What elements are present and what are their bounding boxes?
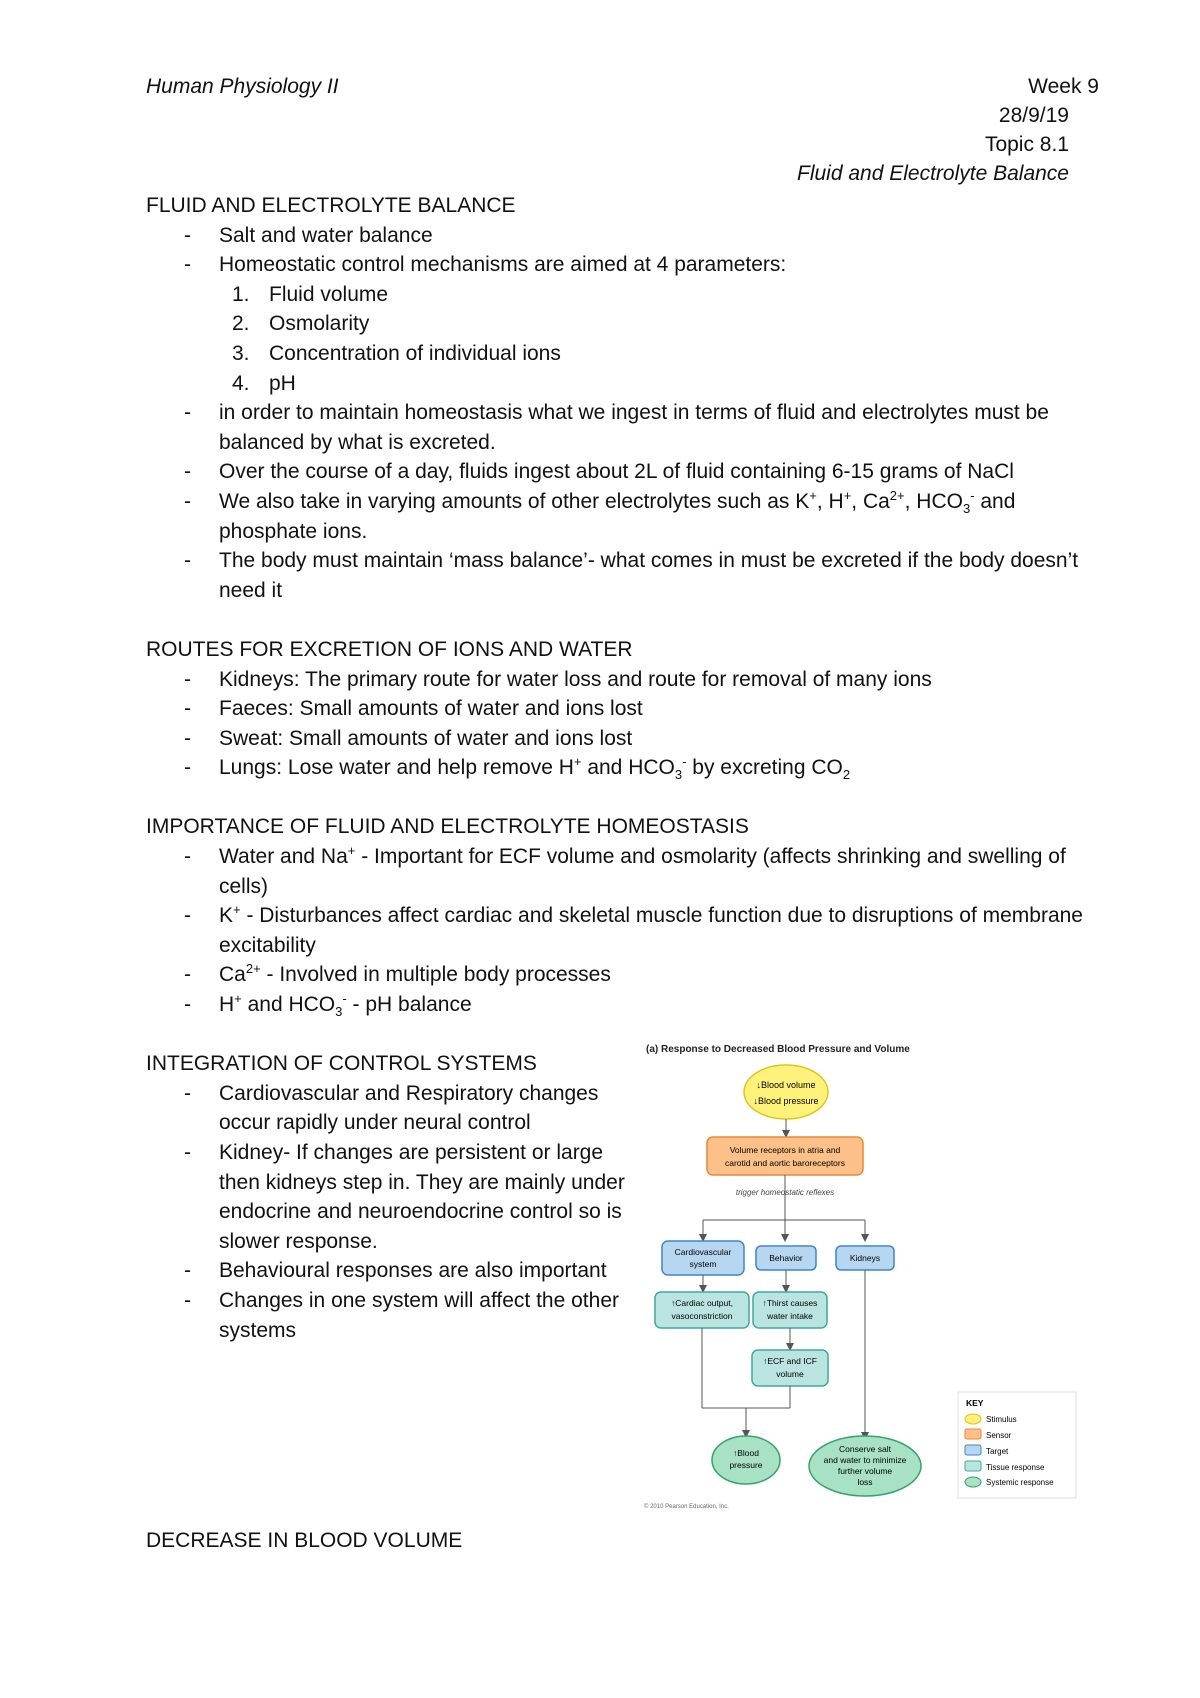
tissue3-text-1: ↑ECF and ICF xyxy=(763,1356,817,1366)
key-swatch-target xyxy=(965,1445,981,1455)
figure-title: (a) Response to Decreased Blood Pressure and Volume xyxy=(646,1044,910,1055)
target3-text: Kidneys xyxy=(849,1253,881,1263)
key-title: KEY xyxy=(966,1398,984,1408)
parameters-list xyxy=(146,280,1096,398)
sys2-text-4: loss xyxy=(857,1477,873,1487)
target2-text: Behavior xyxy=(769,1253,803,1263)
list-item: - Sweat: Small amounts of water and ions lost xyxy=(146,724,1096,754)
section-title-balance: FLUID AND ELECTROLYTE BALANCE xyxy=(146,194,516,217)
flowchart-svg xyxy=(640,1042,1080,1512)
topic-subtitle: Fluid and Electrolyte Balance xyxy=(797,162,1069,185)
sys2-text-1: Conserve salt xyxy=(839,1444,891,1454)
section-title-integration: INTEGRATION OF CONTROL SYSTEMS xyxy=(146,1052,537,1076)
list-item: - Homeostatic control mechanisms are aimed at 4 parameters: xyxy=(146,250,1096,280)
week-label: Week 9 xyxy=(1028,75,1099,98)
integration-list xyxy=(146,1079,636,1345)
list-item: - The body must maintain ‘mass balance’- what comes in must be excreted if the body doesn’t need it xyxy=(146,546,1096,605)
list-item: - K+ - Disturbances affect cardiac and skeletal muscle function due to disruptions of membrane excitability xyxy=(146,901,1096,960)
list-item: - Kidney- If changes are persistent or large then kidneys step in. They are mainly under endocrine and neuroendocrine control so is slower response. xyxy=(146,1138,636,1256)
date-label: 28/9/19 xyxy=(998,104,1069,127)
tissue2-text-2: water intake xyxy=(767,1311,813,1321)
target1-text-1: Cardiovascular xyxy=(674,1247,732,1257)
tissue3-text-2: volume xyxy=(776,1369,804,1379)
list-item: - H+ and $HCO_3^-$ - pH balance xyxy=(146,990,1096,1020)
list-item: - in order to maintain homeostasis what we ingest in terms of fluid and electrolytes must be balanced by what is excreted. xyxy=(146,398,1096,457)
key-label-target: Target xyxy=(986,1447,1009,1456)
balance-list xyxy=(146,221,1096,280)
trigger-label: trigger homeostatic reflexes xyxy=(735,1188,835,1197)
sys1-text-1: ↑Blood xyxy=(733,1448,759,1458)
key-label-systemic: Systemic response xyxy=(986,1478,1054,1487)
list-item: - Salt and water balance xyxy=(146,221,1096,251)
section-title-routes: ROUTES FOR EXCRETION OF IONS AND WATER xyxy=(146,637,633,661)
tissue2-text-1: ↑Thirst causes xyxy=(762,1298,818,1308)
copyright-text: © 2010 Pearson Education, Inc. xyxy=(644,1504,729,1510)
key-label-stimulus: Stimulus xyxy=(986,1415,1017,1424)
target1-text-2: system xyxy=(689,1259,717,1269)
flowchart-figure xyxy=(640,1042,1080,1512)
list-item: - Over the course of a day, fluids ingest about 2L of fluid containing 6-15 grams of NaCl xyxy=(146,457,1096,487)
list-item: - Water and Na+ - Important for ECF volume and osmolarity (affects shrinking and swelling of cells) xyxy=(146,842,1096,901)
key-swatch-stimulus xyxy=(965,1414,981,1424)
key-label-tissue: Tissue response xyxy=(986,1463,1045,1472)
stimulus-text-1: ↓Blood volume xyxy=(756,1080,816,1090)
routes-list xyxy=(146,665,1096,783)
tissue1-text-1: ↑Cardiac output, xyxy=(671,1298,733,1308)
topic-label: Topic 8.1 xyxy=(984,133,1069,156)
list-item: - Lungs: Lose water and help remove H+ and $HCO_3^-$ by excreting $CO_2$ xyxy=(146,753,1096,783)
sys2-text-3: further volume xyxy=(837,1466,893,1476)
stimulus-node xyxy=(744,1065,828,1119)
sys2-text-2: and water to minimize xyxy=(823,1455,907,1465)
key-swatch-tissue xyxy=(965,1461,981,1471)
key-swatch-sensor xyxy=(965,1429,981,1439)
list-item: - Kidneys: The primary route for water loss and route for removal of many ions xyxy=(146,665,1096,695)
balance-list-2 xyxy=(146,398,1096,605)
list-item: - Faeces: Small amounts of water and ions lost xyxy=(146,694,1096,724)
tissue1-text-2: vasoconstriction xyxy=(671,1311,733,1321)
list-item: 2. Osmolarity xyxy=(232,312,370,336)
sensor-text-2: carotid and aortic baroreceptors xyxy=(724,1158,846,1168)
list-item: 4. pH xyxy=(232,371,296,395)
sys1-text-2: pressure xyxy=(729,1460,763,1470)
section-title-importance: IMPORTANCE OF FLUID AND ELECTROLYTE HOMEOSTASIS xyxy=(146,815,749,839)
sensor-text-1: Volume receptors in atria and xyxy=(729,1145,841,1155)
list-item: 3. Concentration of individual ions xyxy=(232,341,561,365)
stimulus-text-2: ↓Blood pressure xyxy=(753,1096,819,1106)
section-title-decrease: DECREASE IN BLOOD VOLUME xyxy=(146,1529,463,1552)
list-item: 1. Fluid volume xyxy=(232,282,389,306)
header-meta xyxy=(797,72,1099,188)
key-swatch-systemic xyxy=(965,1477,981,1487)
list-item: - $Ca^{2+}$ - Involved in multiple body processes xyxy=(146,960,1096,990)
list-item: - Behavioural responses are also important xyxy=(146,1256,636,1286)
list-item: - Cardiovascular and Respiratory changes occur rapidly under neural control xyxy=(146,1079,636,1138)
list-item: - Changes in one system will affect the other systems xyxy=(146,1286,636,1345)
importance-list xyxy=(146,842,1096,1020)
sensor-node xyxy=(707,1137,863,1175)
key-label-sensor: Sensor xyxy=(986,1431,1012,1440)
course-name: Human Physiology II xyxy=(146,75,339,98)
list-item: - We also take in varying amounts of other electrolytes such as K+, H+, $Ca^{2+}$, $HCO_3^-$ and phosphate ions. xyxy=(146,487,1096,546)
